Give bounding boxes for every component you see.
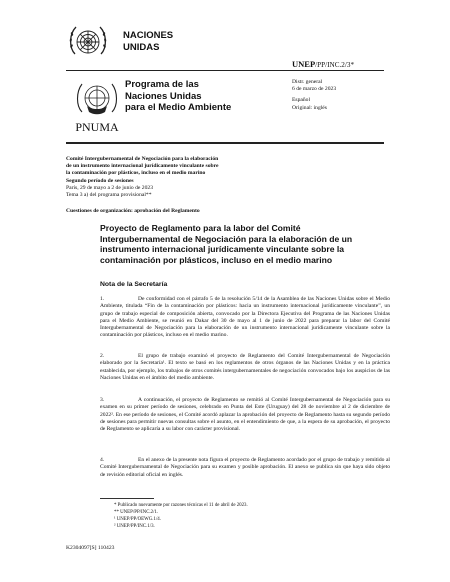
- agenda-item: Tema 3 a) del programa provisional**: [66, 192, 152, 199]
- committee-block: [66, 156, 346, 199]
- paragraph: [100, 353, 390, 382]
- symbol-prefix: UNEP: [292, 59, 316, 69]
- program-line2: Naciones Unidas: [125, 90, 202, 102]
- document-code: K2304097[S] 110423: [66, 545, 115, 551]
- original-language: Original: inglés: [292, 104, 327, 111]
- distribution: Distr. general: [292, 79, 323, 85]
- symbol-rest: /PP/INC.2/3*: [315, 61, 355, 69]
- committee-line2: de un instrumento internacional jurídicamente vinculante sobre: [66, 163, 219, 170]
- footnote: ¹ UNEP/PP/OEWG.1/4.: [114, 517, 161, 522]
- note-heading: Nota de la Secretaría: [100, 281, 168, 288]
- title-line1: Proyecto de Reglamento para la labor del Comité: [100, 223, 301, 233]
- paragraph-number: 2.: [100, 353, 105, 359]
- issue-date: 6 de marzo de 2023: [292, 86, 337, 93]
- program-name: [125, 79, 231, 114]
- org-name-line2: UNIDAS: [123, 41, 160, 53]
- footnote: ² UNEP/PP/INC.1/3.: [114, 524, 155, 529]
- paragraph: [100, 296, 390, 340]
- header-divider-thick: [66, 142, 384, 144]
- header-divider: [66, 70, 384, 71]
- paragraph: [100, 397, 390, 433]
- document-symbol: [292, 59, 354, 69]
- title-line4: contaminación por plásticos, incluso en el medio marino: [100, 254, 333, 265]
- paragraph-text: De conformidad con el párrafo 5 de la resolución 5/14 de la Asamblea de las Naciones Unidas sobre el Medio Ambiente, titulada “Fin de la contaminación por plásticos: hacia un instrumento internacional jurídicamente vinculante”, un grupo de trabajo especial de composición abierta, convocado por la Directora Ejecutiva del Programa de las Naciones Unidas para el Medio Ambiente, se reunió en Dakar del 30 de mayo al 1 de junio de 2022 para preparar la labor del Comité Intergubernamental de Negociación para la elaboración de un instrumento internacional jurídicamente vinculante sobre la contaminación por plásticos, incluso en el medio marino.: [100, 296, 390, 339]
- title-line2: Intergubernamental de Negociación para la elaboración de un: [100, 233, 353, 244]
- language: Español: [292, 97, 311, 104]
- paragraph-text: En el anexo de la presente nota figura el proyecto de Reglamento acordado por el grupo de trabajo y remitido al Comité Intergubernamental de Negociación para su examen y posible aprobación. El anexo se publica sin que haya sido objeto de revisión editorial oficial en inglés.: [100, 457, 390, 478]
- committee-line3: la contaminación por plásticos, incluso en el medio marino: [66, 170, 206, 177]
- paragraph-text: El grupo de trabajo examinó el proyecto de Reglamento del Comité Intergubernamental de Negociación elaborado por la Secretaría¹. El texto se basó en los reglamentos de otros órganos de las Naciones Unidas y en la práctica establecida, por ejemplo, los trabajos de otros comités intergubernamentales de negociación convocados bajo los auspicios de las Naciones Unidas en el ámbito del medio ambiente.: [100, 353, 390, 381]
- committee-line1: Comité Intergubernamental de Negociación para la elaboración: [66, 156, 219, 162]
- title-line3: instrumento internacional jurídicamente vinculante sobre la: [100, 244, 345, 255]
- un-emblem-icon: [66, 22, 110, 64]
- document-title: [100, 223, 390, 265]
- org-name-line1: NACIONES: [123, 30, 174, 41]
- paragraph-number: 1.: [100, 296, 105, 302]
- distribution-metadata: [292, 79, 336, 112]
- program-line3: para el Medio Ambiente: [125, 102, 232, 113]
- unep-label: PNUMA: [75, 120, 119, 134]
- paragraph-number: 4.: [100, 457, 105, 463]
- paragraph: [100, 457, 390, 479]
- session-name: Segundo período de sesiones: [66, 177, 134, 184]
- footnote: ** UNEP/PP/INC.2/1.: [114, 510, 159, 515]
- program-line1: Programa de las: [125, 79, 199, 90]
- unep-logo-icon: [70, 76, 124, 136]
- footnote: * Publicado nuevamente por razones técnicas el 11 de abril de 2023.: [114, 503, 248, 508]
- footnote-divider: [100, 498, 154, 499]
- organizational-item: Cuestiones de organización: aprobación del Reglamento: [66, 208, 200, 214]
- organization-name: [123, 30, 173, 53]
- session-dates: París, 29 de mayo a 2 de junio de 2023: [66, 184, 153, 191]
- paragraph-number: 3.: [100, 397, 105, 403]
- paragraph-text: A continuación, el proyecto de Reglamento se remitió al Comité Intergubernamental de Negociación para su examen en su primer período de sesiones, celebrado en Punta del Este (Uruguay) del 28 de noviembre al 2 de diciembre de 2022². En ese período de sesiones, el Comité acordó aplazar la aprobación del proyecto de Reglamento hasta su segundo período de sesiones para permitir nuevas consultas sobre el asunto, en el entendimiento de que, a la espera de su aprobación, el proyecto de Reglamento se aplicaría a su labor con carácter provisional.: [100, 397, 390, 433]
